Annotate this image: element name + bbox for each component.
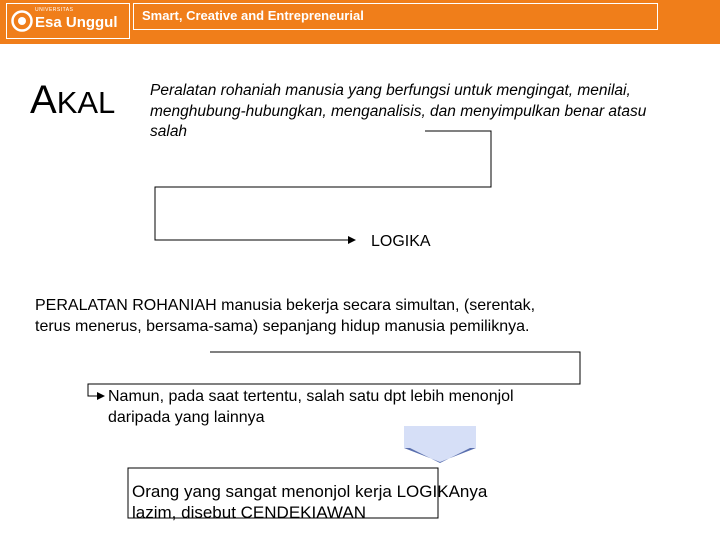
title-rest: KAL: [56, 85, 116, 120]
logo-university-name: Esa Unggul: [35, 14, 118, 31]
down-arrow-icon: [404, 426, 476, 463]
title-initial: A: [30, 78, 57, 122]
tagline-text: Smart, Creative and Entrepreneurial: [142, 8, 364, 23]
conclusion-text: [132, 481, 592, 523]
simultan-paragraph: PERALATAN ROHANIAH manusia bekerja secara simultan, (serentak, terus menerus, bersama-sama) sepanjang hidup manusia pemiliknya.: [35, 297, 536, 335]
conclusion-line-1: Orang yang sangat menonjol kerja LOGIKAnya: [132, 482, 488, 501]
connector-to-logika: [155, 131, 491, 240]
conclusion-line-2: lazim, disebut CENDEKIAWAN: [132, 503, 366, 522]
definition-text: Peralatan rohaniah manusia yang berfungsi untuk mengingat, menilai, menghubung-hubungkan, menganalisis, dan menyimpulkan benar atasu salah: [150, 82, 647, 140]
logika-label: LOGIKA: [371, 233, 431, 250]
namun-text: Namun, pada saat tertentu, salah satu dpt lebih menonjol daripada yang lainnya: [108, 388, 514, 426]
logo-small-text: UNIVERSITAS: [35, 7, 74, 13]
